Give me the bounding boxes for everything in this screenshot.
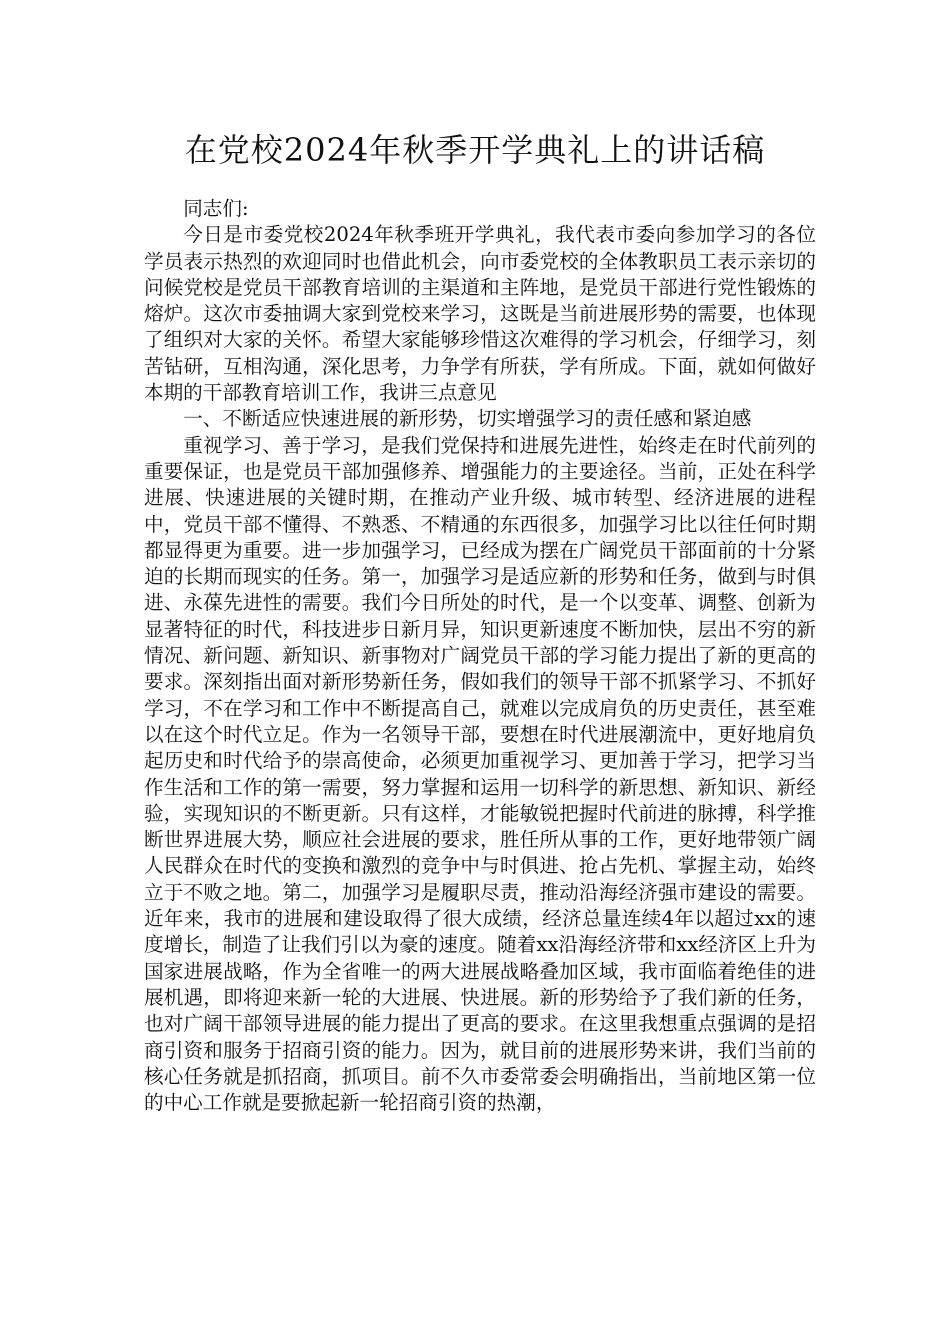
intro-paragraph: 今日是市委党校2024年秋季班开学典礼，我代表市委向参加学习的各位学员表示热烈的欢迎同时也借此机会，向市委党校的全体教职员工表示亲切的问候党校是党员干部教育培训的主渠道和主阵地，是党员干部进行党性锻炼的熔炉。这次市委抽调大家到党校来学习，这既是当前进展形势的需要，也体现了组织对大家的关怀。希望大家能够珍惜这次难得的学习机会，仔细学习，刻苦钻研，互相沟通，深化思考，力争学有所获，学有所成。下面，就如何做好本期的干部教育培训工作，我讲三点意见 <box>144 223 816 405</box>
body-paragraph: 重视学习、善于学习，是我们党保持和进展先进性，始终走在时代前列的重要保证，也是党员干部加强修养、增强能力的主要途径。当前，正处在科学进展、快速进展的关键时期，在推动产业升级、城市转型、经济进展的进程中，党员干部不懂得、不熟悉、不精通的东西很多，加强学习比以往任何时期都显得更为重要。进一步加强学习，已经成为摆在广阔党员干部面前的十分紧迫的长期而现实的任务。第一，加强学习是适应新的形势和任务，做到与时俱进、永葆先进性的需要。我们今日所处的时代，是一个以变革、调整、创新为显著特征的时代，科技进步日新月异，知识更新速度不断加快，层出不穷的新情况、新问题、新知识、新事物对广阔党员干部的学习能力提出了新的更高的要求。深刻指出面对新形势新任务，假如我们的领导干部不抓紧学习、不抓好学习，不在学习和工作中不断提高自己，就难以完成肩负的历史责任，甚至难以在这个时代立足。作为一名领导干部，要想在时代进展潮流中，更好地肩负起历史和时代给予的崇高使命，必须更加重视学习、更加善于学习，把学习当作生活和工作的第一需要，努力掌握和运用一切科学的新思想、新知识、新经验，实现知识的不断更新。只有这样，才能敏锐把握时代前进的脉搏，科学推断世界进展大势，顺应社会进展的要求，胜任所从事的工作，更好地带领广阔人民群众在时代的变换和激烈的竞争中与时俱进、抢占先机、掌握主动，始终立于不败之地。第二，加强学习是履职尽责，推动沿海经济强市建设的需要。近年来，我市的进展和建设取得了很大成绩，经济总量连续4年以超过xx的速度增长，制造了让我们引以为豪的速度。随着xx沿海经济带和xx经济区上升为国家进展战略，作为全省唯一的两大进展战略叠加区域，我市面临着绝佳的进展机遇，即将迎来新一轮的大进展、快进展。新的形势给予了我们新的任务，也对广阔干部领导进展的能力提出了更高的要求。在这里我想重点强调的是招商引资和服务于招商引资的能力。因为，就目前的进展形势来讲，我们当前的核心任务就是抓招商，抓项目。前不久市委常委会明确指出，当前地区第一位的中心工作就是要掀起新一轮招商引资的热潮， <box>144 433 816 1115</box>
section-heading-1: 一、不断适应快速进展的新形势，切实增强学习的责任感和紧迫感 <box>183 407 752 431</box>
document-title: 在党校2024年秋季开学典礼上的讲话稿 <box>184 131 766 169</box>
document-body <box>144 196 816 1116</box>
salutation: 同志们: <box>183 197 249 220</box>
